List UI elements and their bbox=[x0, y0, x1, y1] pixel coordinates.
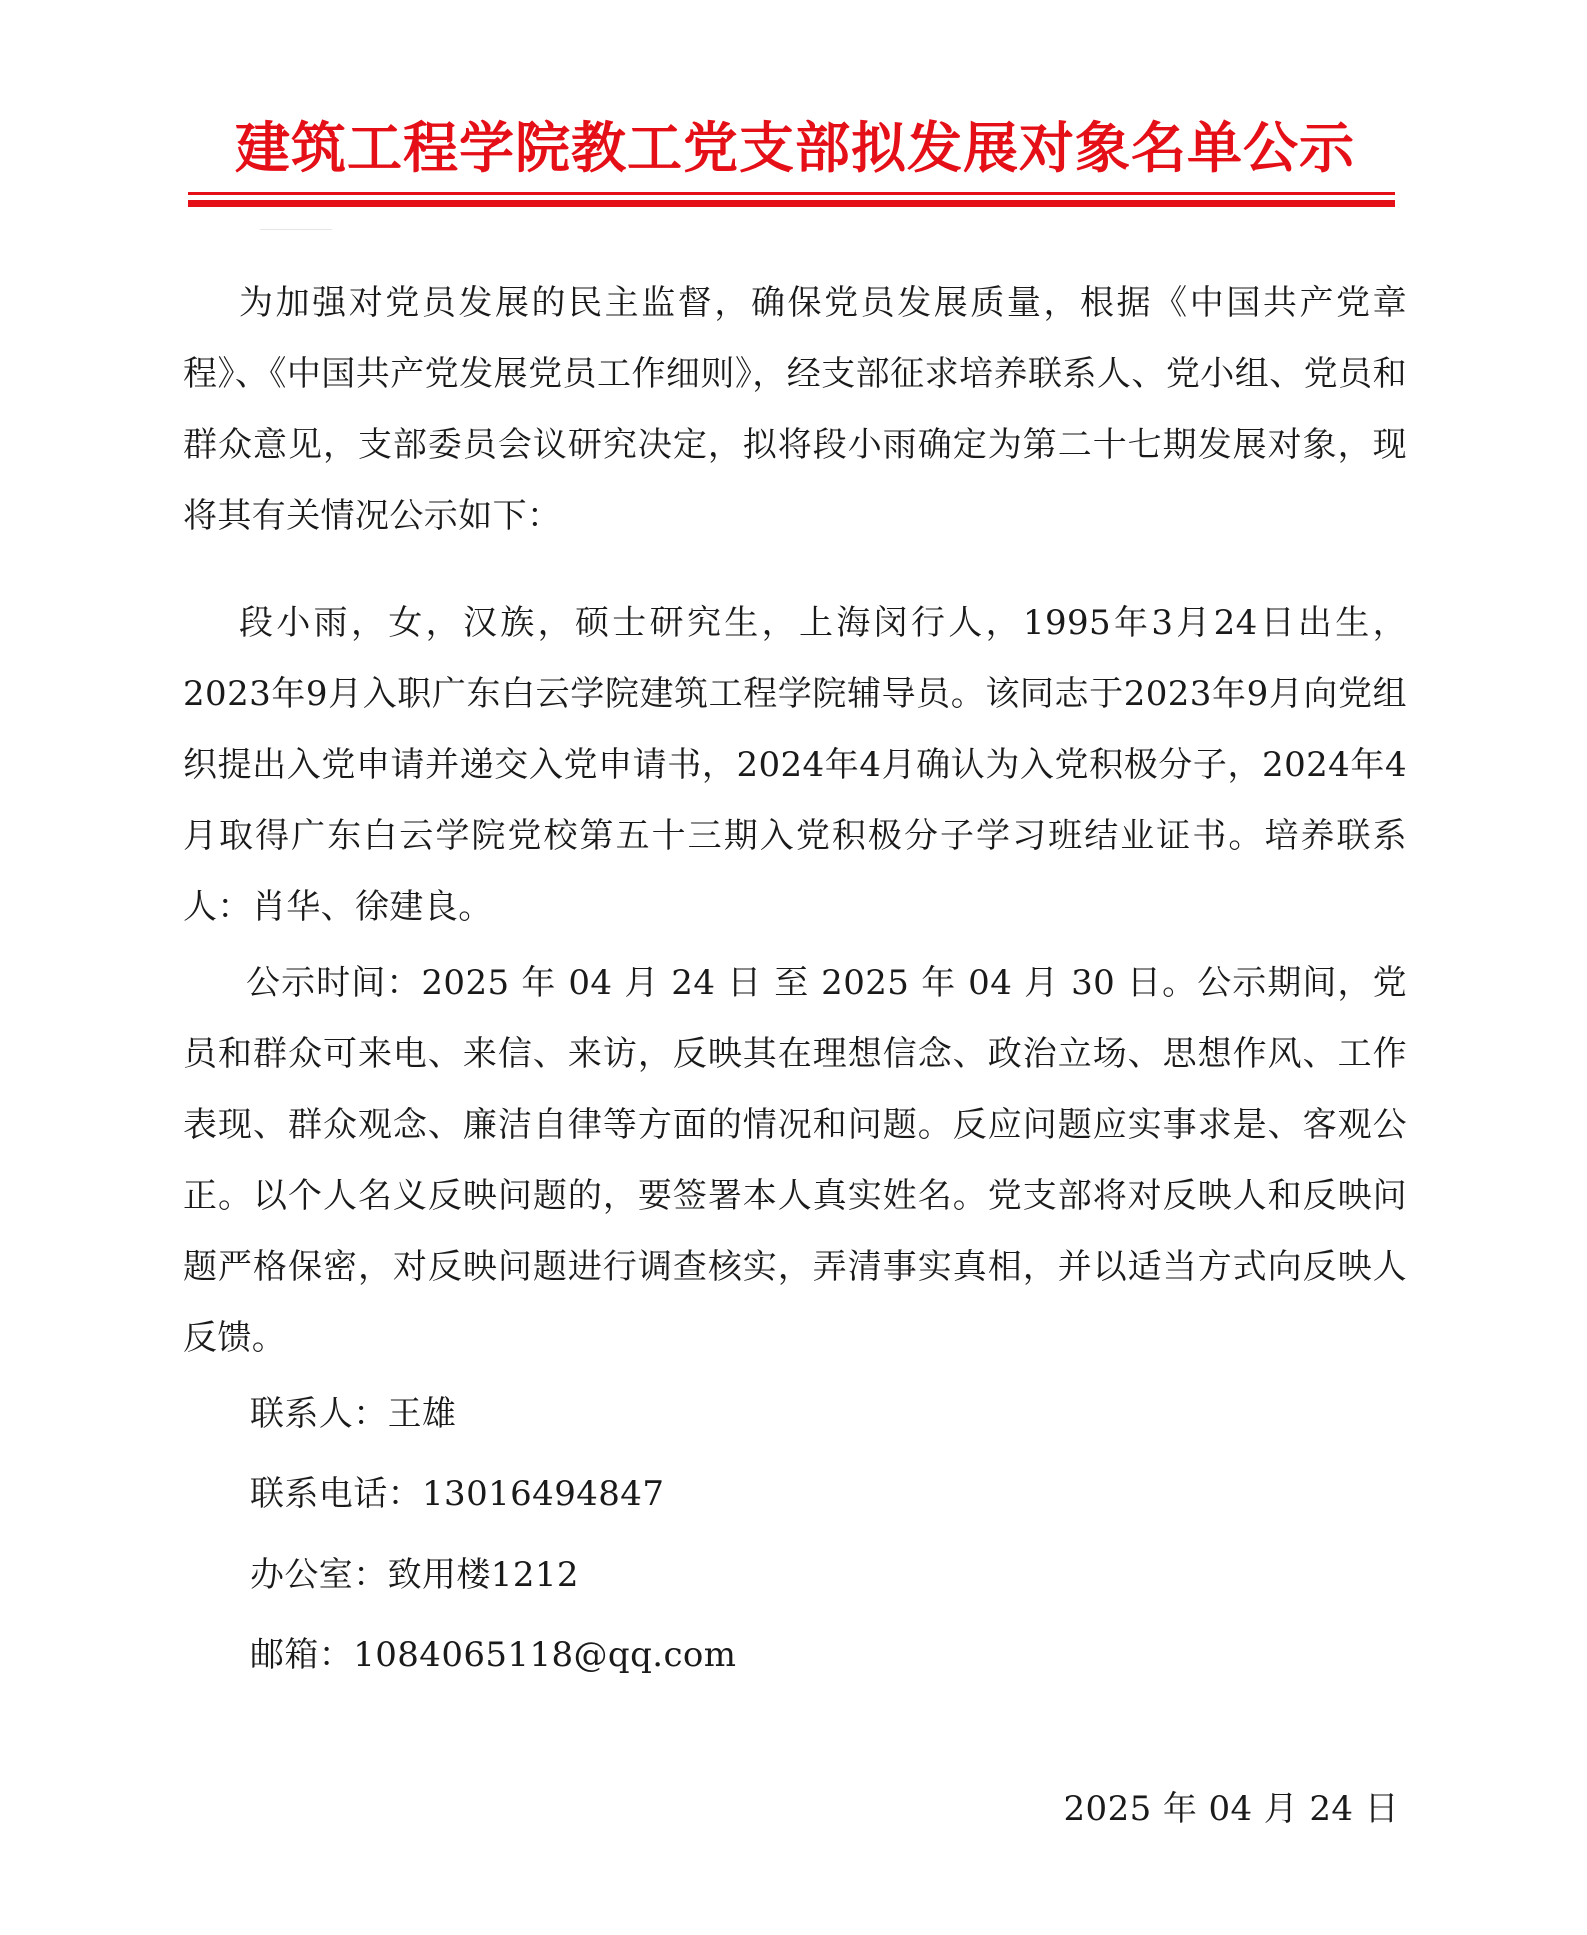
contact-person: 联系人：王雄 bbox=[250, 1394, 457, 1434]
document-title: 建筑工程学院教工党支部拟发展对象名单公示 bbox=[234, 116, 1355, 180]
intro-paragraph: 为加强对党员发展的民主监督，确保党员发展质量，根据《中国共产党章程》、《中国共产党发展党员工作细则》，经支部征求培养联系人、党小组、党员和群众意见，支部委员会议研究决定，拟将段小雨确定为第二十七期发展对象，现将其有关情况公示如下： bbox=[183, 283, 1407, 536]
publicity-period-paragraph: 公示时间：2025 年 04 月 24 日 至 2025 年 04 月 30 日。公示期间，党员和群众可来电、来信、来访，反映其在理想信念、政治立场、思想作风、工作表现、群众观念、廉洁自律等方面的情况和问题。反应问题应实事求是、客观公正。以个人名义反映问题的，要签署本人真实姓名。党支部将对反映人和反映问题严格保密，对反映问题进行调查核实，弄清事实真相，并以适当方式向反映人反馈。 bbox=[183, 963, 1407, 1358]
issue-date: 2025 年 04 月 24 日 bbox=[1063, 1789, 1399, 1829]
contact-email: 邮箱：1084065118@qq.com bbox=[250, 1635, 737, 1675]
faint-mark bbox=[260, 229, 332, 230]
contact-phone: 联系电话：13016494847 bbox=[250, 1474, 665, 1514]
contact-office: 办公室：致用楼1212 bbox=[250, 1555, 579, 1595]
title-divider-thin bbox=[188, 192, 1395, 195]
candidate-info-paragraph: 段小雨，女，汉族，硕士研究生，上海闵行人，1995年3月24日出生，2023年9月入职广东白云学院建筑工程学院辅导员。该同志于2023年9月向党组织提出入党申请并递交入党申请书，2024年4月确认为入党积极分子，2024年4月取得广东白云学院党校第五十三期入党积极分子学习班结业证书。培养联系人：肖华、徐建良。 bbox=[183, 603, 1407, 927]
title-divider-thick bbox=[188, 200, 1395, 207]
